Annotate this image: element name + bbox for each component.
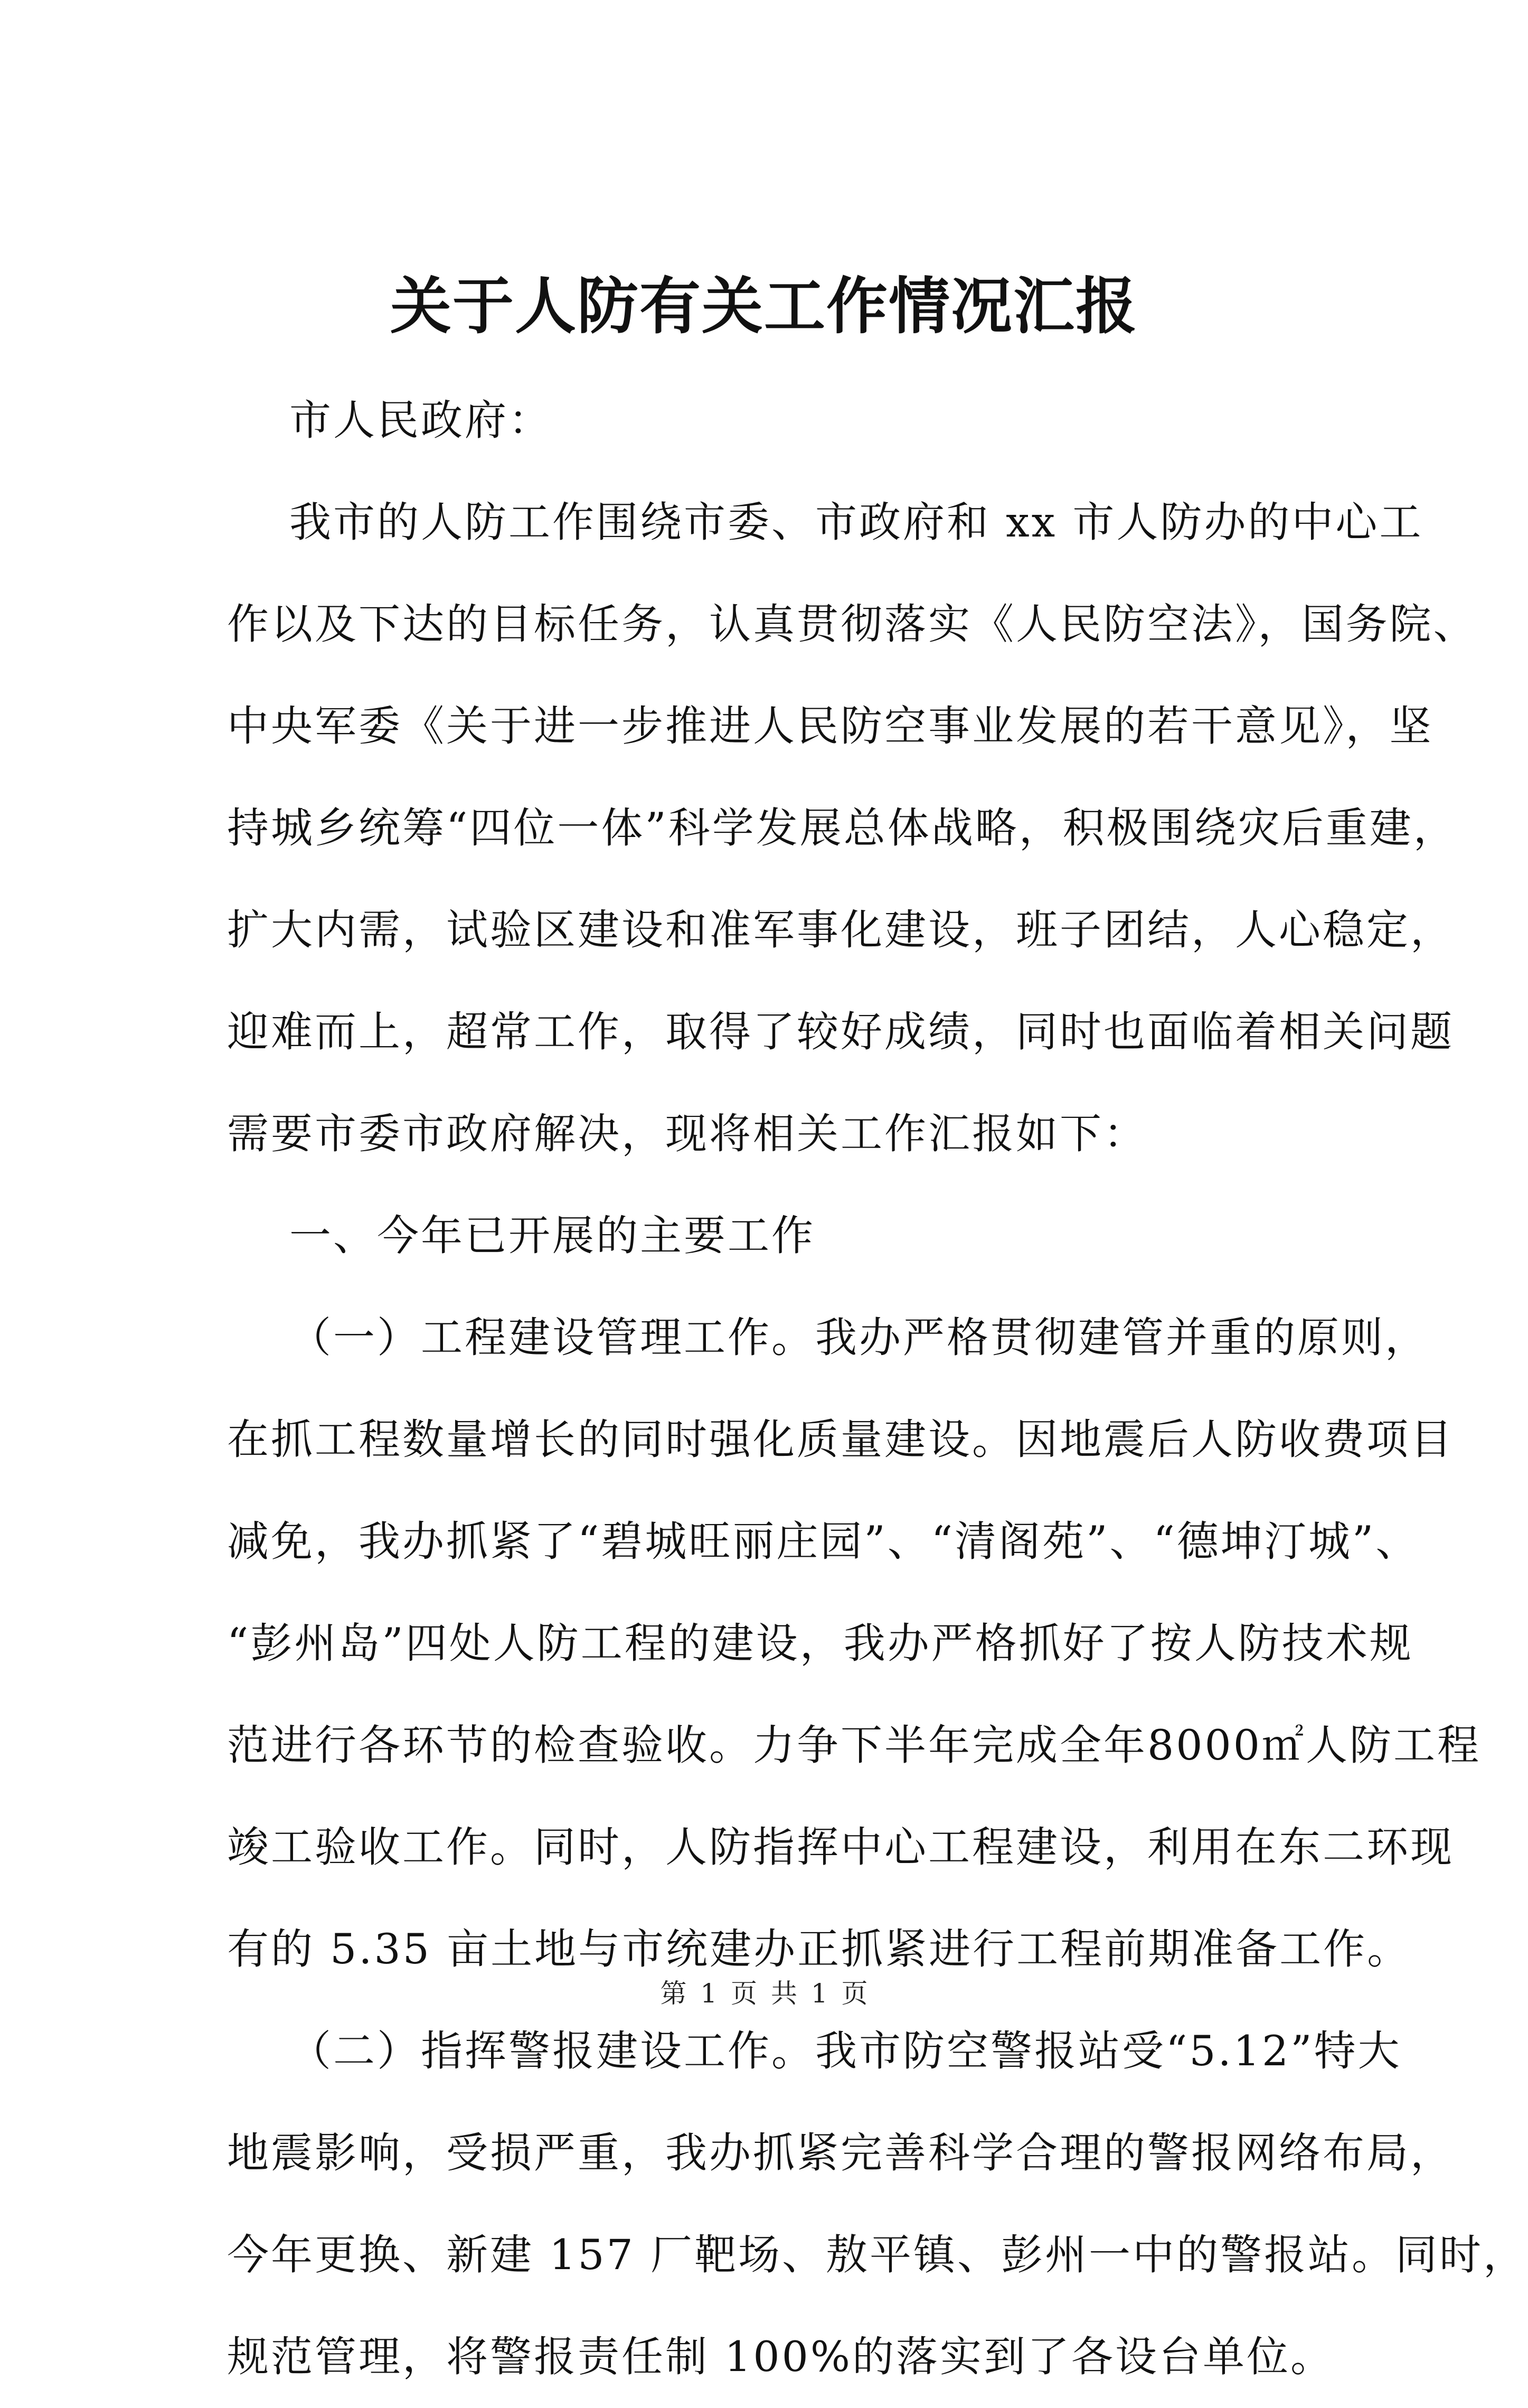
body-line: 我市的人防工作围绕市委、市政府和 xx 市人防办的中心工 bbox=[289, 498, 1423, 547]
body-line: “彭州岛”四处人防工程的建设，我办严格抓好了按人防技术规 bbox=[227, 1619, 1413, 1668]
body-line: 需要市委市政府解决，现将相关工作汇报如下： bbox=[227, 1109, 1147, 1158]
body-line: 迎难而上，超常工作，取得了较好成绩，同时也面临着相关问题 bbox=[227, 1008, 1454, 1056]
salutation-line: 市人民政府： bbox=[289, 396, 552, 445]
body-line: 作以及下达的目标任务，认真贯彻落实《人民防空法》，国务院、 bbox=[227, 600, 1477, 648]
document-title: 关于人防有关工作情况汇报 bbox=[390, 270, 1138, 342]
page-footer: 第 1 页 共 1 页 bbox=[660, 1978, 868, 2009]
body-line: 扩大内需，试验区建设和准军事化建设，班子团结，人心稳定， bbox=[227, 906, 1454, 954]
body-line: 有的 5.35 亩土地与市统建办正抓紧进行工程前期准备工作。 bbox=[227, 1925, 1411, 1973]
body-line: （一）工程建设管理工作。我办严格贯彻建管并重的原则， bbox=[289, 1313, 1429, 1362]
body-line: 在抓工程数量增长的同时强化质量建设。因地震后人防收费项目 bbox=[227, 1415, 1454, 1464]
body-line: 持城乡统筹“四位一体”科学发展总体战略，积极围绕灾后重建， bbox=[227, 804, 1457, 852]
body-line: 今年更换、新建 157 厂靶场、敖平镇、彭州一中的警报站。同时， bbox=[227, 2231, 1527, 2279]
body-line: 范进行各环节的检查验收。力争下半年完成全年8000㎡人防工程 bbox=[227, 1721, 1482, 1770]
body-line: 规范管理，将警报责任制 100%的落实到了各设台单位。 bbox=[227, 2332, 1334, 2381]
body-line: 中央军委《关于进一步推进人民防空事业发展的若干意见》，坚 bbox=[227, 702, 1433, 750]
body-line: 竣工验收工作。同时，人防指挥中心工程建设，利用在东二环现 bbox=[227, 1823, 1454, 1871]
body-line: 减免，我办抓紧了“碧城旺丽庄园”、“清阁苑”、“德坤汀城”、 bbox=[227, 1517, 1420, 1566]
document-body bbox=[227, 370, 1527, 2408]
section-heading: 一、今年已开展的主要工作 bbox=[289, 1211, 815, 1260]
body-line: 地震影响，受损严重，我办抓紧完善科学合理的警报网络布局， bbox=[227, 2129, 1454, 2177]
body-line: （二）指挥警报建设工作。我市防空警报站受“5.12”特大 bbox=[289, 2027, 1402, 2075]
